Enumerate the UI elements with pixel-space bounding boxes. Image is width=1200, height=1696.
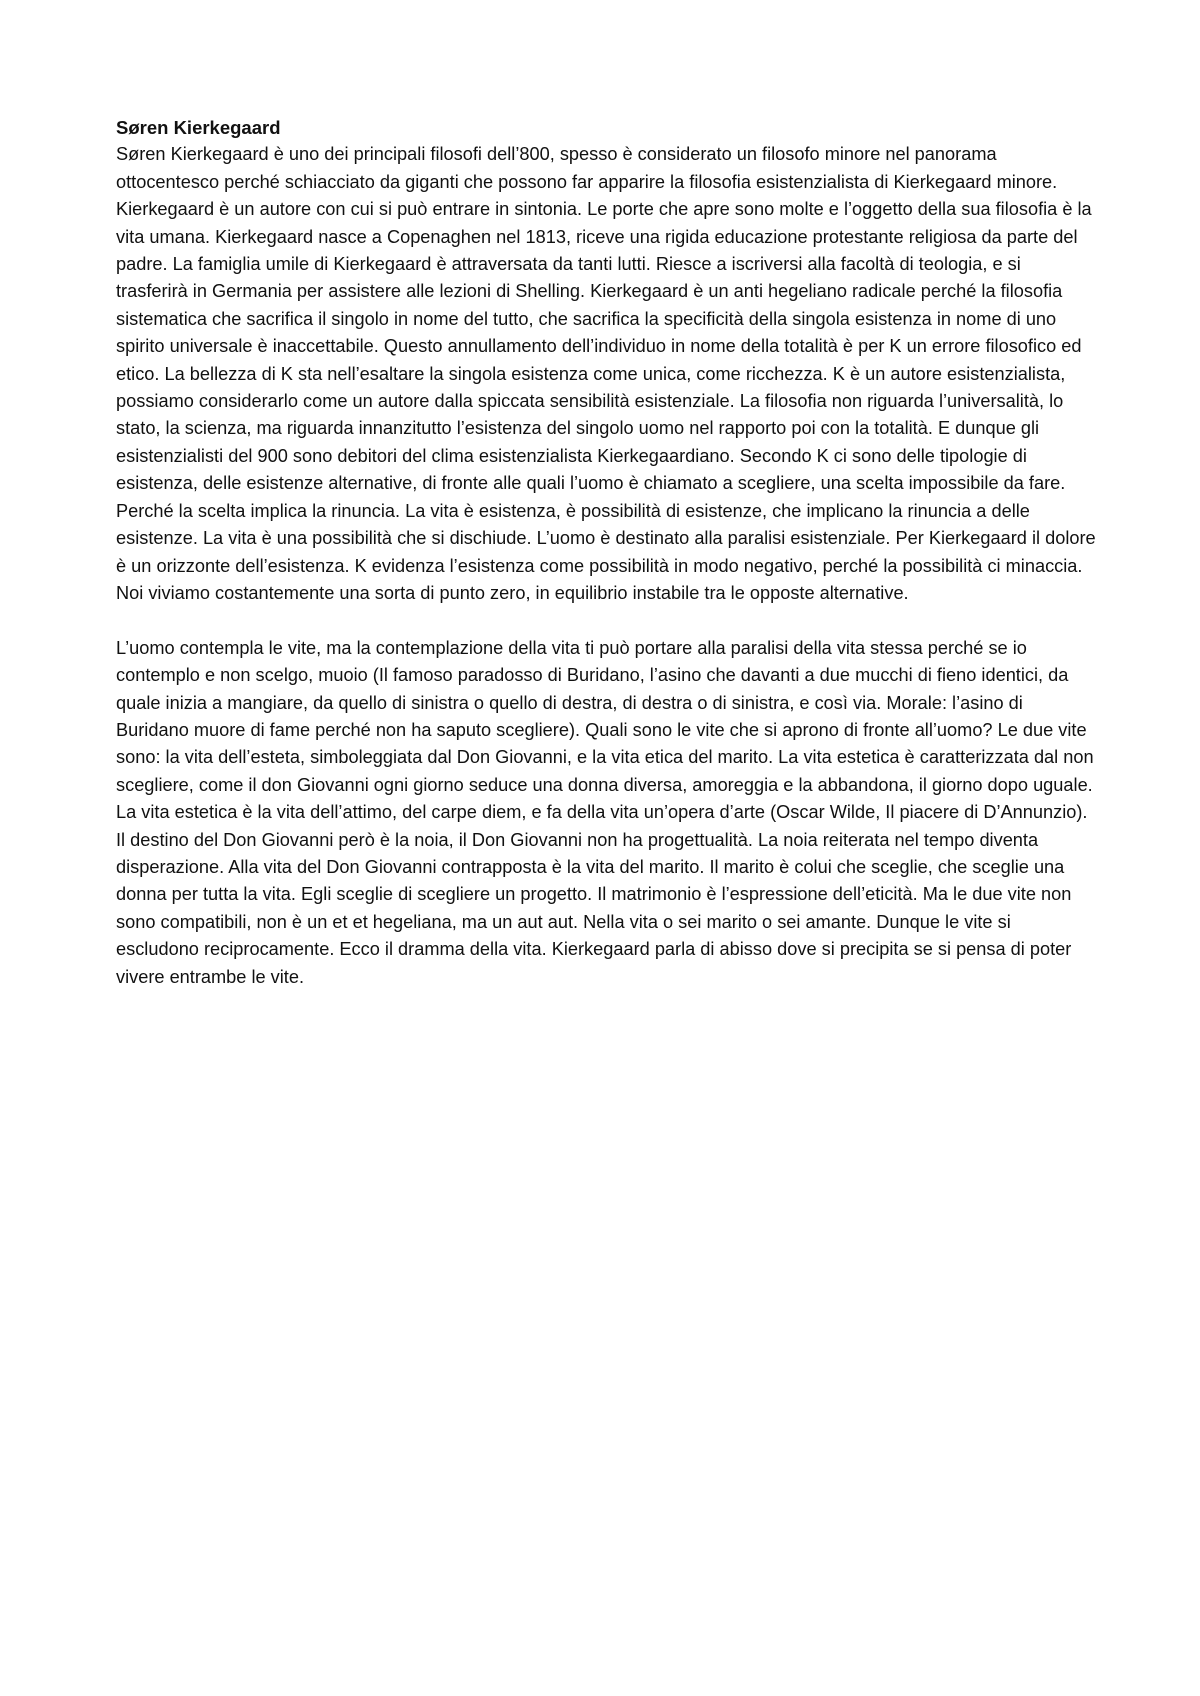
document-body [116, 114, 1096, 991]
paragraph-1: Søren Kierkegaard è uno dei principali filosofi dell’800, spesso è considerato un filosofo minore nel panorama ottocentesco perché schiacciato da giganti che possono far apparire la filosofia esistenzialista di Kierkegaard minore. Kierkegaard è un autore con cui si può entrare in sintonia. Le porte che apre sono molte e l’oggetto della sua filosofia è la vita umana. Kierkegaard nasce a Copenaghen nel 1813, riceve una rigida educazione protestante religiosa da parte del padre. La famiglia umile di Kierkegaard è attraversata da tanti lutti. Riesce a iscriversi alla facoltà di teologia, e si trasferirà in Germania per assistere alle lezioni di Shelling. Kierkegaard è un anti hegeliano radicale perché la filosofia sistematica che sacrifica il singolo in nome del tutto, che sacrifica la specificità della singola esistenza in nome di uno spirito universale è inaccettabile. Questo annullamento dell’individuo in nome della totalità è per K un errore filosofico ed etico. La bellezza di K sta nell’esaltare la singola esistenza come unica, come ricchezza. K è un autore esistenzialista, possiamo considerarlo come un autore dalla spiccata sensibilità esistenziale. La filosofia non riguarda l’universalità, lo stato, la scienza, ma riguarda innanzitutto l’esistenza del singolo uomo nel rapporto poi con la totalità. E dunque gli esistenzialisti del 900 sono debitori del clima esistenzialista Kierkegaardiano. Secondo K ci sono delle tipologie di esistenza, delle esistenze alternative, di fronte alle quali l’uomo è chiamato a scegliere, una scelta impossibile da fare. Perché la scelta implica la rinuncia. La vita è esistenza, è possibilità di esistenze, che implicano la rinuncia a delle esistenze. La vita è una possibilità che si dischiude. L’uomo è destinato alla paralisi esistenziale. Per Kierkegaard il dolore è un orizzonte dell’esistenza. K evidenza l’esistenza come possibilità in modo negativo, perché la possibilità ci minaccia. Noi viviamo costantemente una sorta di punto zero, in equilibrio instabile tra le opposte alternative. [116, 144, 1096, 603]
paragraph-2: L’uomo contempla le vite, ma la contemplazione della vita ti può portare alla paralisi della vita stessa perché se io contemplo e non scelgo, muoio (Il famoso paradosso di Buridano, l’asino che davanti a due mucchi di fieno identici, da quale inizia a mangiare, da quello di sinistra o quello di destra, di destra o di sinistra, e così via. Morale: l’asino di Buridano muore di fame perché non ha saputo scegliere). Quali sono le vite che si aprono di fronte all’uomo? Le due vite sono: la vita dell’esteta, simboleggiata dal Don Giovanni, e la vita etica del marito. La vita estetica è caratterizzata dal non scegliere, come il don Giovanni ogni giorno seduce una donna diversa, amoreggia e la abbandona, il giorno dopo uguale. La vita estetica è la vita dell’attimo, del carpe diem, e fa della vita un’opera d’arte (Oscar Wilde, Il piacere di D’Annunzio). Il destino del Don Giovanni però è la noia, il Don Giovanni non ha progettualità. La noia reiterata nel tempo diventa disperazione. Alla vita del Don Giovanni contrapposta è la vita del marito. Il marito è colui che sceglie, che sceglie una donna per tutta la vita. Egli sceglie di scegliere un progetto. Il matrimonio è l’espressione dell’eticità. Ma le due vite non sono compatibili, non è un et et hegeliana, ma un aut aut. Nella vita o sei marito o sei amante. Dunque le vite si escludono reciprocamente. Ecco il dramma della vita. Kierkegaard parla di abisso dove si precipita se si pensa di poter vivere entrambe le vite. [116, 637, 1094, 987]
document-title: Søren Kierkegaard [116, 117, 281, 138]
